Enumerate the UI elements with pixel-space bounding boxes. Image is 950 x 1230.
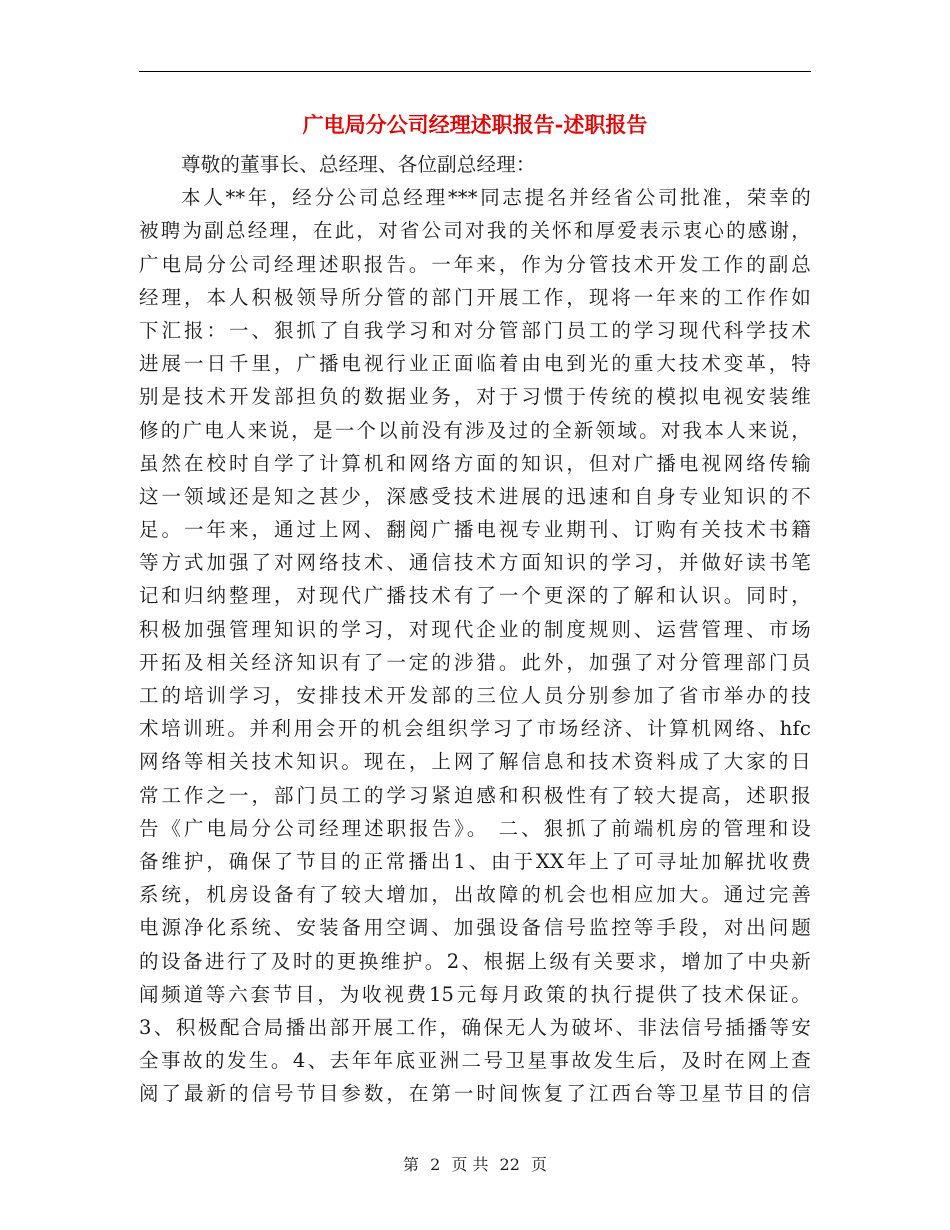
body-line: 开拓及相关经济知识有了一定的涉猎。此外，加强了对分管理部门员 — [139, 650, 811, 674]
body-line: 术培训班。并利用会开的机会组织学习了市场经济、计算机网络、hfc — [139, 717, 811, 741]
current-page-number: 2 — [430, 1155, 441, 1174]
body-line: 虽然在校时自学了计算机和网络方面的知识，但对广播电视网络传输 — [139, 451, 811, 475]
body-line: 被聘为副总经理，在此，对省公司对我的关怀和厚爱表示衷心的感谢， — [139, 219, 811, 243]
body-line: 下汇报：一、狠抓了自我学习和对分管部门员工的学习现代科学技术 — [139, 318, 811, 342]
body-line: 电源净化系统、安装备用空调、加强设备信号监控等手段，对出问题 — [139, 916, 811, 940]
body-line: 工的培训学习，安排技术开发部的三位人员分别参加了省市举办的技 — [139, 684, 811, 707]
page-footer — [0, 1153, 950, 1177]
document-title: 广电局分公司经理述职报告-述职报告 — [302, 112, 648, 137]
body-line: 系统，机房设备有了较大增加，出故障的机会也相应加大。通过完善 — [139, 883, 811, 907]
body-line: 备维护，确保了节目的正常播出1、由于XX年上了可寻址加解扰收费 — [139, 849, 811, 873]
body-line: 告《广电局分公司经理述职报告》。 二、狠抓了前端机房的管理和设 — [139, 816, 811, 840]
body-line: 记和归纳整理，对现代广播技术有了一个更深的了解和认识。同时， — [139, 584, 811, 608]
body-line: 别是技术开发部担负的数据业务，对于习惯于传统的模拟电视安装维 — [139, 385, 811, 409]
footer-middle: 页 共 — [451, 1155, 489, 1174]
body-line: 修的广电人来说，是一个以前没有涉及过的全新领域。对我本人来说， — [139, 418, 811, 442]
body-line: 这一领域还是知之甚少，深感受技术进展的迅速和自身专业知识的不 — [139, 484, 811, 508]
body-line: 阅了最新的信号节目参数，在第一时间恢复了江西台等卫星节目的信 — [139, 1082, 811, 1106]
body-line: 全事故的发生。4、去年年底亚洲二号卫星事故发生后，及时在网上查 — [139, 1049, 811, 1073]
body-line: 等方式加强了对网络技术、通信技术方面知识的学习，并做好读书笔 — [139, 551, 811, 575]
salutation-line: 尊敬的董事长、总经理、各位副总经理： — [181, 153, 536, 176]
footer-prefix: 第 — [402, 1155, 419, 1174]
total-page-count: 22 — [499, 1155, 520, 1174]
body-line: 本人**年，经分公司总经理***同志提名并经省公司批准，荣幸的 — [181, 186, 811, 210]
body-line: 网络等相关技术知识。现在，上网了解信息和技术资料成了大家的日 — [139, 750, 811, 774]
body-line: 积极加强管理知识的学习，对现代企业的制度规则、运营管理、市场 — [139, 617, 811, 641]
body-line: 进展一日千里，广播电视行业正面临着由电到光的重大技术变革，特 — [139, 352, 811, 376]
body-line: 广电局分公司经理述职报告。一年来，作为分管技术开发工作的副总 — [139, 252, 811, 276]
body-line: 3、积极配合局播出部开展工作，确保无人为破坏、非法信号插播等安 — [139, 1015, 811, 1039]
body-line: 的设备进行了及时的更换维护。2、根据上级有关要求，增加了中央新 — [139, 949, 811, 973]
document-body — [139, 148, 811, 1110]
body-line: 闻频道等六套节目，为收视费15元每月政策的执行提供了技术保证。 — [139, 982, 811, 1006]
footer-suffix: 页 — [531, 1155, 548, 1174]
header-rule — [139, 71, 811, 72]
body-line: 常工作之一，部门员工的学习紧迫感和积极性有了较大提高，述职报 — [139, 783, 811, 807]
body-line: 足。一年来，通过上网、翻阅广播电视专业期刊、订购有关技术书籍 — [139, 518, 811, 542]
body-line: 经理，本人积极领导所分管的部门开展工作，现将一年来的工作作如 — [139, 285, 811, 309]
